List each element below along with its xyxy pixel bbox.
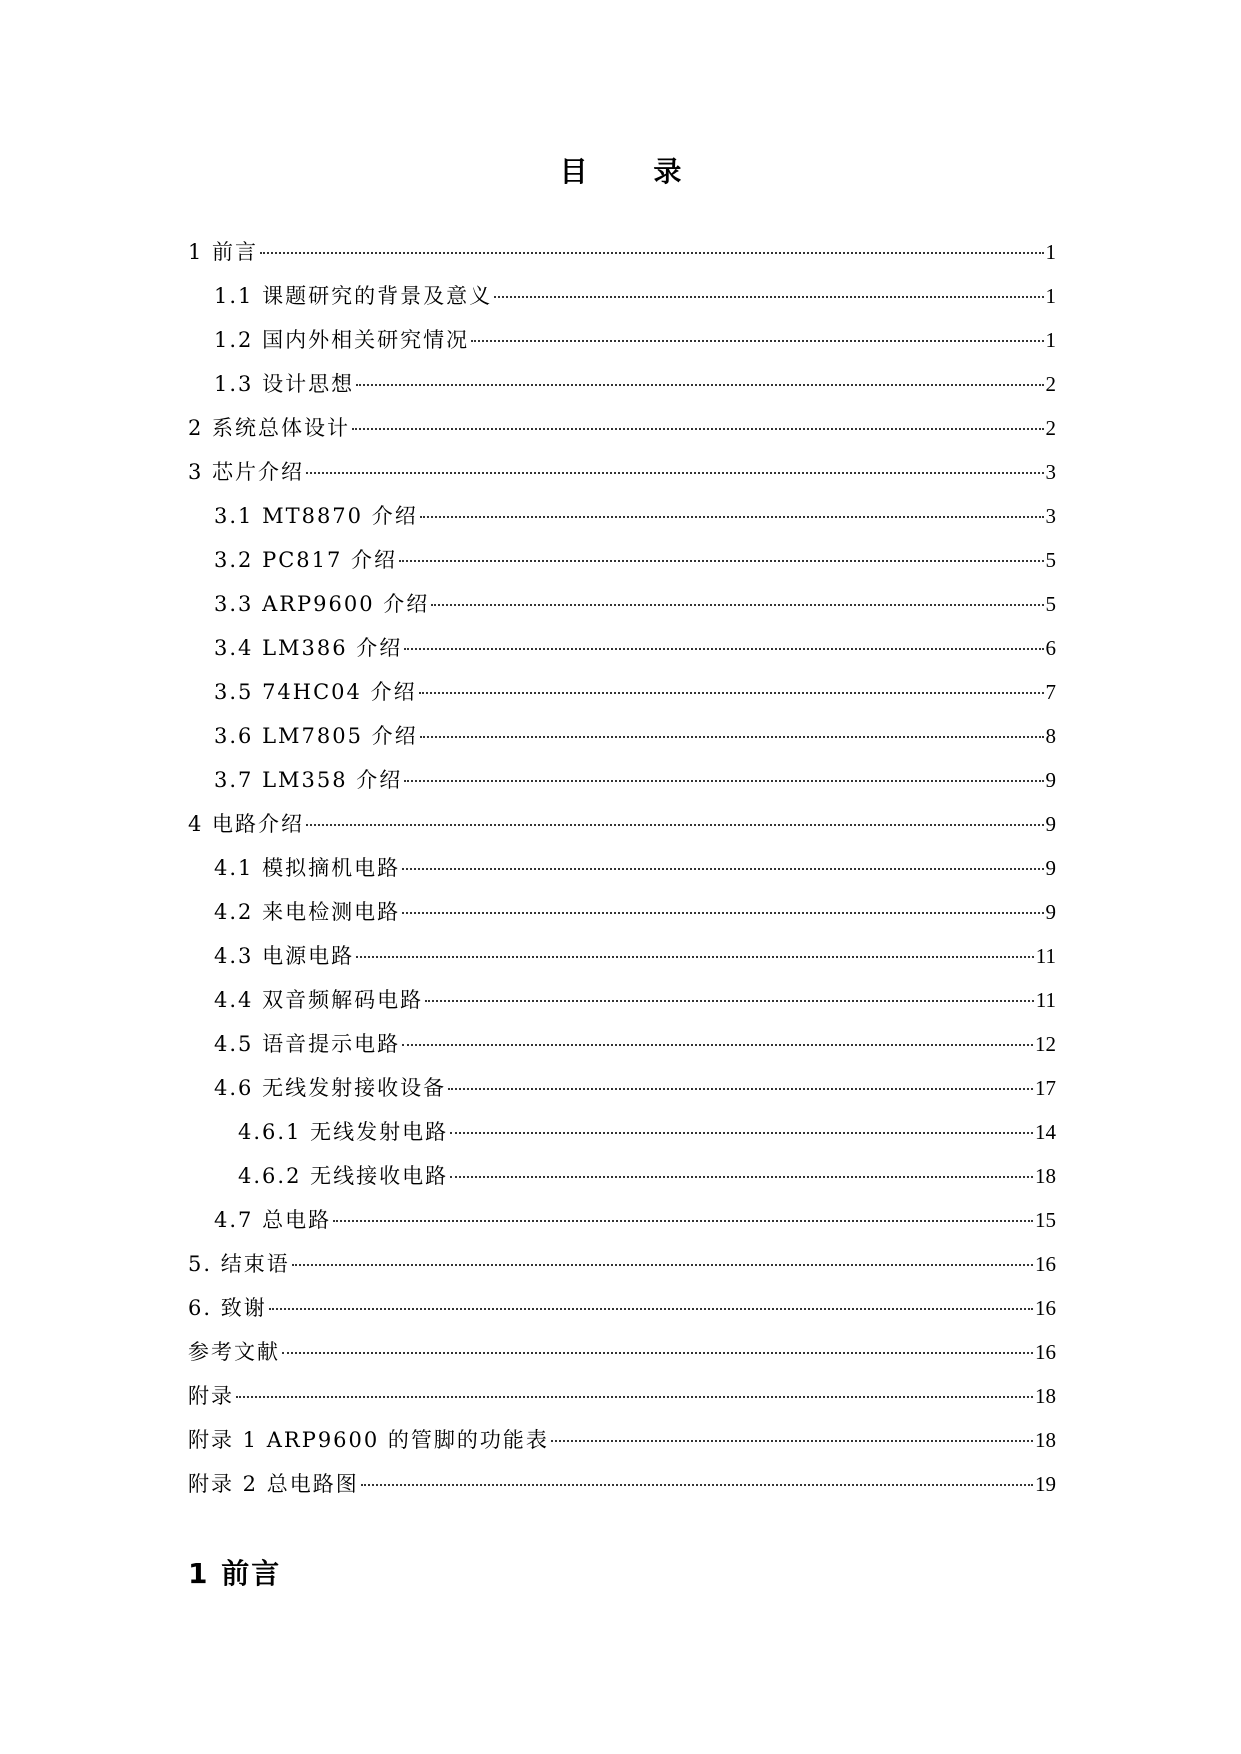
toc-page-number: 1: [1045, 328, 1056, 352]
toc-leader-dots: [356, 384, 1043, 386]
toc-entry[interactable]: [188, 1380, 1056, 1424]
toc-entry-text: 附录: [188, 1384, 234, 1408]
toc-page-number: 9: [1045, 812, 1056, 836]
toc-page-number: 5: [1045, 548, 1056, 572]
toc-leader-dots: [448, 1088, 1033, 1090]
toc-entry-text: 2 系统总体设计: [188, 416, 351, 440]
toc-entry[interactable]: [188, 632, 1056, 676]
toc-page-number: 16: [1035, 1340, 1056, 1364]
toc-page-number: 16: [1035, 1252, 1056, 1276]
toc-leader-dots: [425, 1000, 1034, 1002]
toc-leader-dots: [292, 1264, 1033, 1266]
toc-leader-dots: [236, 1396, 1033, 1398]
toc-entry-text: 1.2 国内外相关研究情况: [214, 328, 470, 352]
toc-title: 目 录: [559, 155, 710, 188]
toc-leader-dots: [399, 560, 1043, 562]
toc-entry-text: 4.6.1 无线发射电路: [238, 1120, 449, 1144]
toc-entry[interactable]: [188, 236, 1056, 280]
toc-page-number: 18: [1035, 1384, 1056, 1408]
toc-entry-text: 4.1 模拟摘机电路: [214, 856, 401, 880]
toc-entry-text: 附录 2 总电路图: [188, 1472, 359, 1496]
toc-page-number: 1: [1045, 240, 1056, 264]
toc-leader-dots: [402, 868, 1043, 870]
toc-entry-text: 3.6 LM7805 介绍: [214, 724, 418, 748]
toc-leader-dots: [361, 1484, 1033, 1486]
toc-entry[interactable]: [188, 368, 1056, 412]
toc-entry-text: 3.1 MT8870 介绍: [214, 504, 418, 528]
toc-page-number: 2: [1045, 372, 1056, 396]
toc-entry[interactable]: [188, 808, 1056, 852]
toc-entry[interactable]: [188, 1336, 1056, 1380]
toc-entry-text: 附录 1 ARP9600 的管脚的功能表: [188, 1428, 549, 1452]
toc-entry[interactable]: [188, 456, 1056, 500]
toc-entry-text: 3.2 PC817 介绍: [214, 548, 398, 572]
toc-entry-text: 5. 结束语: [188, 1252, 290, 1276]
toc-entry-text: 参考文献: [188, 1340, 280, 1364]
toc-page-number: 17: [1035, 1076, 1056, 1100]
toc-entry[interactable]: [188, 720, 1056, 764]
toc-entry[interactable]: [188, 1424, 1056, 1468]
toc-entry[interactable]: [188, 412, 1056, 456]
toc-entry-text: 4.6.2 无线接收电路: [238, 1164, 449, 1188]
toc-leader-dots: [306, 824, 1043, 826]
toc-page-number: 8: [1045, 724, 1056, 748]
toc-entry[interactable]: [188, 896, 1056, 940]
toc-entry-text: 3 芯片介绍: [188, 460, 305, 484]
section-heading: 1 前言: [188, 1557, 282, 1590]
toc-entry[interactable]: [188, 852, 1056, 896]
toc-entry[interactable]: [188, 764, 1056, 808]
toc-leader-dots: [352, 428, 1043, 430]
toc-entry-text: 4 电路介绍: [188, 812, 305, 836]
toc-page-number: 12: [1035, 1032, 1056, 1056]
toc-entry[interactable]: [188, 1468, 1056, 1512]
toc-entry[interactable]: [188, 676, 1056, 720]
toc-page-number: 2: [1045, 416, 1056, 440]
toc-page-number: 9: [1045, 900, 1056, 924]
toc-page-number: 7: [1045, 680, 1056, 704]
toc-entry-text: 4.2 来电检测电路: [214, 900, 401, 924]
toc-entry[interactable]: [188, 1248, 1056, 1292]
toc-leader-dots: [404, 780, 1043, 782]
toc-entry[interactable]: [188, 1204, 1056, 1248]
toc-leader-dots: [269, 1308, 1033, 1310]
toc-page-number: 3: [1045, 504, 1056, 528]
toc-leader-dots: [420, 736, 1044, 738]
toc-page-number: 11: [1035, 944, 1056, 968]
toc-page-number: 18: [1035, 1164, 1056, 1188]
toc-entry[interactable]: [188, 1160, 1056, 1204]
toc-leader-dots: [419, 692, 1044, 694]
toc-entry-text: 3.3 ARP9600 介绍: [214, 592, 430, 616]
toc-page-number: 15: [1035, 1208, 1056, 1232]
toc-page-number: 11: [1035, 988, 1056, 1012]
toc-leader-dots: [306, 472, 1043, 474]
toc-entry[interactable]: [188, 1028, 1056, 1072]
toc-entry[interactable]: [188, 1292, 1056, 1336]
toc-entry-text: 3.7 LM358 介绍: [214, 768, 403, 792]
toc-entry[interactable]: [188, 588, 1056, 632]
toc-leader-dots: [260, 252, 1043, 254]
toc-page-number: 14: [1035, 1120, 1056, 1144]
toc-entry-text: 4.4 双音频解码电路: [214, 988, 424, 1012]
toc-leader-dots: [404, 648, 1043, 650]
toc-page-number: 6: [1045, 636, 1056, 660]
toc-entry-text: 4.5 语音提示电路: [214, 1032, 401, 1056]
toc-page-number: 19: [1035, 1472, 1056, 1496]
toc-entry[interactable]: [188, 1116, 1056, 1160]
toc-leader-dots: [402, 1044, 1033, 1046]
toc-entry-text: 4.3 电源电路: [214, 944, 355, 968]
toc-leader-dots: [450, 1176, 1033, 1178]
toc-leader-dots: [450, 1132, 1033, 1134]
toc-page-number: 9: [1045, 856, 1056, 880]
toc-page-number: 3: [1045, 460, 1056, 484]
toc-entry-text: 6. 致谢: [188, 1296, 267, 1320]
toc-entry-text: 3.4 LM386 介绍: [214, 636, 403, 660]
toc-entry-text: 4.7 总电路: [214, 1208, 332, 1232]
toc-page-number: 18: [1035, 1428, 1056, 1452]
toc-leader-dots: [356, 956, 1034, 958]
toc-leader-dots: [551, 1440, 1033, 1442]
toc-leader-dots: [471, 340, 1043, 342]
toc-entry[interactable]: [188, 280, 1056, 324]
toc-entry-text: 4.6 无线发射接收设备: [214, 1076, 447, 1100]
toc-page-number: 9: [1045, 768, 1056, 792]
toc-leader-dots: [431, 604, 1043, 606]
toc-entry[interactable]: [188, 984, 1056, 1028]
toc-entry[interactable]: [188, 500, 1056, 544]
toc-entry-text: 3.5 74HC04 介绍: [214, 680, 417, 704]
toc-entry-text: 1 前言: [188, 240, 259, 264]
toc-page-number: 1: [1045, 284, 1056, 308]
toc-entry[interactable]: [188, 324, 1056, 368]
toc-page-number: 16: [1035, 1296, 1056, 1320]
toc-entry[interactable]: [188, 940, 1056, 984]
toc-leader-dots: [402, 912, 1043, 914]
toc-leader-dots: [282, 1352, 1033, 1354]
toc-leader-dots: [333, 1220, 1033, 1222]
toc-leader-dots: [494, 296, 1043, 298]
toc-entry[interactable]: [188, 1072, 1056, 1116]
table-of-contents: [188, 236, 1056, 1512]
toc-page-number: 5: [1045, 592, 1056, 616]
toc-leader-dots: [420, 516, 1044, 518]
toc-entry-text: 1.3 设计思想: [214, 372, 355, 396]
toc-entry-text: 1.1 课题研究的背景及意义: [214, 284, 493, 308]
toc-entry[interactable]: [188, 544, 1056, 588]
